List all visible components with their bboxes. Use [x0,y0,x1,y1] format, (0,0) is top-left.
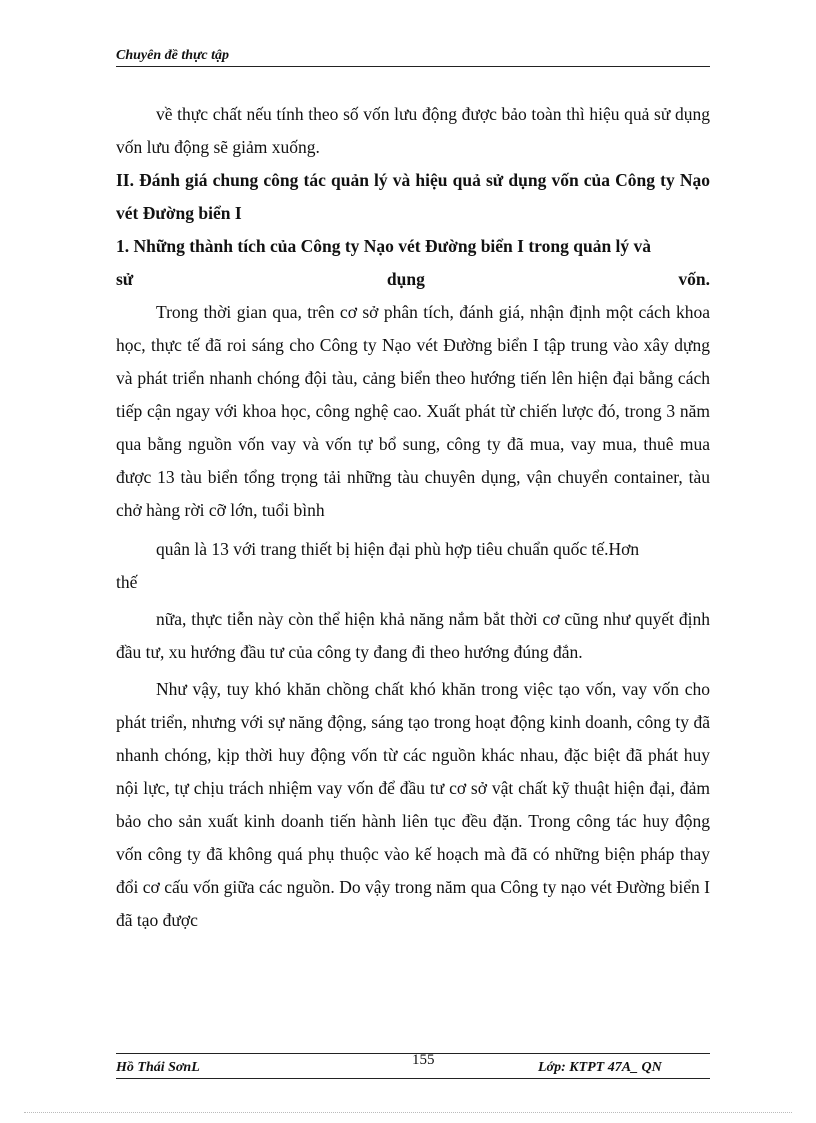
page-header [116,48,710,67]
paragraph-2: Như vậy, tuy khó khăn chồng chất khó khăn trong việc tạo vốn, vay vốn cho phát triển, nhưng với sự năng động, sáng tạo trong hoạt động kinh doanh, công ty đã nhanh chóng, kịp thời huy động vốn từ các nguồn khác nhau, đặc biệt đã phát huy nội lực, tự chịu trách nhiệm vay vốn để đầu tư cơ sở vật chất kỹ thuật hiện đại, đảm bảo cho sản xuất kinh doanh tiến hành liên tục đều đặn. Trong công tác huy động vốn công ty đã không quá phụ thuộc vào kế hoạch mà đã có những biện pháp thay đổi cơ cấu vốn giữa các nguồn. Do vậy trong năm qua Công ty nạo vét Đường biển I đã tạo được [116,679,710,930]
paragraph-1-fragment-a: quân là 13 với trang thiết bị hiện đại phù hợp tiêu chuẩn quốc tế.Hơn [156,539,640,559]
paragraph-1: Trong thời gian qua, trên cơ sở phân tích, đánh giá, nhận định một cách khoa học, thực tế đã roi sáng cho Công ty Nạo vét Đường biển I tập trung vào xây dựng và phát triển nhanh chóng đội tàu, cảng biển theo hướng tiến lên hiện đại bằng cách tiếp cận ngay với khoa học, công nghệ cao. Xuất phát từ chiến lược đó, trong 3 năm qua bằng nguồn vốn vay và vốn tự bổ sung, công ty đã mua, vay mua, thuê mua được 13 tàu biển tổng trọng tải những tàu chuyên dụng, vận chuyển container, tàu chở hàng rời cỡ lớn, tuổi bình [116,302,710,520]
heading-word: dụng [386,269,425,289]
document-body [116,98,710,937]
heading-word: sử [116,269,134,289]
header-title: Chuyên đề thực tập [116,48,230,63]
subsection-heading-line2 [116,263,710,296]
section-heading: II. Đánh giá chung công tác quản lý và hiệu quả sử dụng vốn của Công ty Nạo vét Đường biển I [116,170,710,223]
paragraph-1-fragment-c: nữa, thực tiễn này còn thể hiện khả năng nắm bắt thời cơ cũng như quyết định đầu tư, xu hướng đầu tư của công ty đang đi theo hướng đúng đắn. [116,609,710,662]
paragraph-continuation: về thực chất nếu tính theo số vốn lưu động được bảo toàn thì hiệu quả sử dụng vốn lưu động sẽ giảm xuống. [116,104,710,157]
footer-class: Lớp: KTPT 47A_ QN [538,1060,662,1075]
heading-word: vốn. [678,269,710,289]
paragraph-1-fragment-b: thế [116,572,138,592]
page-footer [116,1053,710,1080]
footer-bottom-rule [116,1078,710,1079]
page-bottom-dotted-line [24,1112,792,1113]
subsection-heading-line1: 1. Những thành tích của Công ty Nạo vét Đường biển I trong quản lý và [116,236,652,256]
page-number: 155 [412,1052,435,1068]
footer-author: Hồ Thái SơnL [116,1060,200,1075]
